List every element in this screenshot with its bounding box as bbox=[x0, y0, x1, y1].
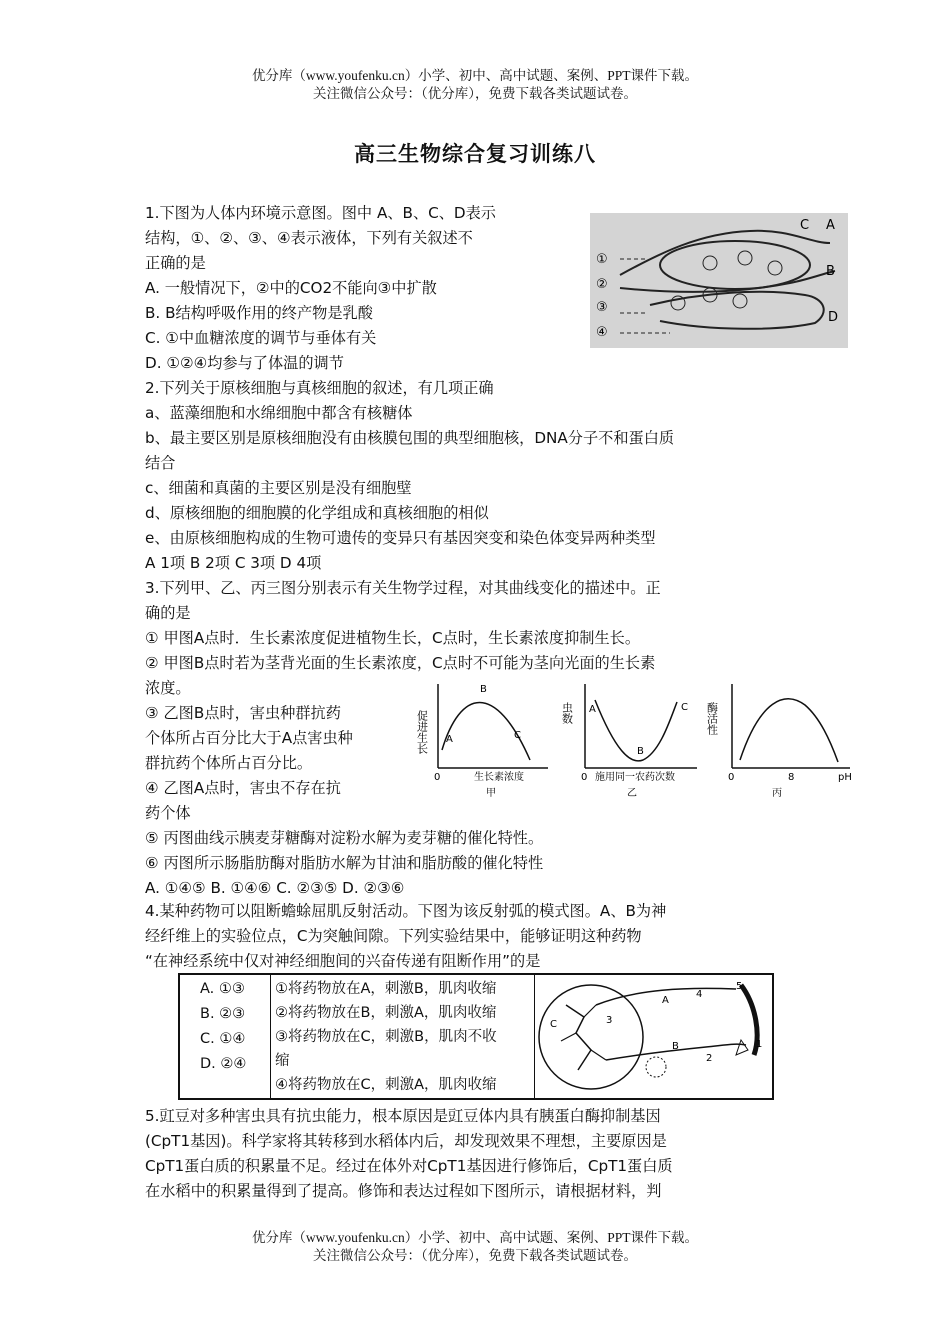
footer-line-1: 优分库（www.youfenku.cn）小学、初中、高中试题、案例、PPT课件下载。 bbox=[251, 1230, 699, 1245]
q5-line-2: (CpT1基因)。科学家将其转移到水稻体内后，却发现效果不理想，主要原因是 bbox=[145, 1132, 667, 1150]
q4-option-b: B. ②③ bbox=[200, 1006, 246, 1022]
q4-option-a: A. ①③ bbox=[200, 981, 245, 997]
jia-ylabel: 促进生长 bbox=[415, 710, 429, 754]
bing-origin: 0 bbox=[728, 772, 735, 783]
yi-caption: 乙 bbox=[627, 788, 637, 799]
q2-item-c: c、细菌和真菌的主要区别是没有细胞壁 bbox=[145, 479, 412, 497]
q3-item-4: ④ 乙图A点时，害虫不存在抗 bbox=[145, 779, 341, 797]
q4-option-d: D. ②④ bbox=[200, 1056, 247, 1072]
q5-line-3: CpT1蛋白质的积累量不足。经过在体外对CpT1基因进行修饰后，CpT1蛋白质 bbox=[145, 1157, 673, 1175]
bing-caption: 丙 bbox=[772, 788, 782, 799]
q2-options: A 1项 B 2项 C 3项 D 4项 bbox=[145, 554, 322, 572]
header-line-2: 关注微信公众号：（优分库），免费下载各类试题试卷。 bbox=[313, 86, 637, 101]
page-title: 高三生物综合复习训练八 bbox=[354, 142, 596, 166]
arc-label-4: 4 bbox=[696, 989, 703, 1000]
graph-jia bbox=[415, 680, 550, 800]
q4-statement-2: ②将药物放在B，刺激A，肌肉收缩 bbox=[275, 1005, 497, 1021]
yi-point-c: C bbox=[681, 702, 688, 713]
q3-item-1: ① 甲图A点时．生长素浓度促进植物生长，C点时，生长素浓度抑制生长。 bbox=[145, 629, 641, 647]
q5-line-4: 在水稻中的积累量得到了提高。修饰和表达过程如下图所示，请根据材料，判 bbox=[145, 1182, 662, 1200]
q4-stem-2: 经纤维上的实验位点，C为突触间隙。下列实验结果中，能够证明这种药物 bbox=[145, 927, 642, 945]
yi-point-b: B bbox=[637, 746, 644, 757]
q4-options-cell bbox=[180, 975, 271, 1098]
jia-caption: 甲 bbox=[486, 788, 496, 799]
q4-stem-1: 4.某种药物可以阻断蟾蜍屈肌反射活动。下图为该反射弧的模式图。A、B为神 bbox=[145, 902, 667, 920]
yi-origin: 0 bbox=[581, 772, 588, 783]
graph-bing bbox=[705, 680, 860, 800]
reflex-arc-figure bbox=[536, 975, 772, 1098]
q4-statement-1: ①将药物放在A，刺激B，肌肉收缩 bbox=[275, 981, 497, 997]
fig1-label-2: ② bbox=[596, 277, 608, 292]
header-line-1: 优分库（www.youfenku.cn）小学、初中、高中试题、案例、PPT课件下载。 bbox=[251, 68, 699, 83]
fig1-label-d: D bbox=[828, 310, 839, 325]
q1-option-c: C. ①中血糖浓度的调节与垂体有关 bbox=[145, 329, 377, 347]
q1-option-b: B. B结构呼吸作用的终产物是乳酸 bbox=[145, 304, 373, 322]
q4-statement-3: ③将药物放在C，刺激B，肌肉不收 bbox=[275, 1029, 497, 1045]
q3-options: A. ①④⑤ B. ①④⑥ C. ②③⑤ D. ②③⑥ bbox=[145, 879, 405, 897]
jia-point-b: B bbox=[480, 684, 487, 695]
arc-label-1: 1 bbox=[756, 1039, 763, 1050]
fig1-label-b: B bbox=[826, 264, 835, 279]
q4-option-c: C. ①④ bbox=[200, 1031, 246, 1047]
q3-item-4-cont: 药个体 bbox=[145, 804, 191, 822]
arc-label-b: B bbox=[672, 1041, 679, 1052]
fig1-label-1: ① bbox=[596, 252, 608, 267]
q3-item-2: ② 甲图B点时若为茎背光面的生长素浓度，C点时不可能为茎向光面的生长素 bbox=[145, 654, 656, 672]
internal-environment-figure bbox=[590, 213, 848, 348]
q1-stem-1: 1.下图为人体内环境示意图。图中 A、B、C、D表示 bbox=[145, 204, 496, 222]
jia-point-c: C bbox=[514, 730, 521, 741]
q4-statement-4: ④将药物放在C，刺激A，肌肉收缩 bbox=[275, 1077, 497, 1093]
q1-stem-2: 结构，①、②、③、④表示液体，下列有关叙述不 bbox=[145, 229, 473, 247]
q3-item-3: ③ 乙图B点时，害虫种群抗药 bbox=[145, 704, 341, 722]
q4-stem-3: “在神经系统中仅对神经细胞间的兴奋传递有阻断作用”的是 bbox=[145, 952, 541, 970]
fig1-label-4: ④ bbox=[596, 325, 608, 340]
fig1-label-3: ③ bbox=[596, 300, 608, 315]
yi-ylabel: 虫数 bbox=[560, 702, 574, 724]
q2-item-b: b、最主要区别是原核细胞没有由核膜包围的典型细胞核，DNA分子不和蛋白质 bbox=[145, 429, 675, 447]
q4-statements-cell bbox=[271, 975, 535, 1098]
jia-xlabel: 生长素浓度 bbox=[474, 772, 524, 783]
q5-line-1: 5.豇豆对多种害虫具有抗虫能力，根本原因是豇豆体内具有胰蛋白酶抑制基因 bbox=[145, 1107, 661, 1125]
q3-item-3-cont: 个体所占百分比大于A点害虫种 bbox=[145, 729, 353, 747]
arc-label-2: 2 bbox=[706, 1053, 713, 1064]
arc-label-5: 5 bbox=[736, 981, 743, 992]
yi-point-a: A bbox=[589, 704, 596, 715]
q2-item-e: e、由原核细胞构成的生物可遗传的变异只有基因突变和染色体变异两种类型 bbox=[145, 529, 656, 547]
bing-tick-8: 8 bbox=[788, 772, 795, 783]
q1-option-d: D. ①②④均参与了体温的调节 bbox=[145, 354, 344, 372]
q2-item-a: a、蓝藻细胞和水绵细胞中都含有核糖体 bbox=[145, 404, 413, 422]
q2-item-d: d、原核细胞的细胞膜的化学组成和真核细胞的相似 bbox=[145, 504, 489, 522]
q1-stem-3: 正确的是 bbox=[145, 254, 206, 272]
arc-label-a: A bbox=[662, 995, 669, 1006]
jia-origin: 0 bbox=[434, 772, 441, 783]
q1-option-a: A. 一般情况下，②中的CO2不能向③中扩散 bbox=[145, 279, 437, 297]
q2-item-b-cont: 结合 bbox=[145, 454, 176, 472]
q3-item-3-cont2: 群抗药个体所占百分比。 bbox=[145, 754, 313, 772]
fig1-label-c: C bbox=[800, 218, 810, 233]
arc-label-3: 3 bbox=[606, 1015, 613, 1026]
q4-table bbox=[178, 973, 774, 1100]
footer-line-2: 关注微信公众号：（优分库），免费下载各类试题试卷。 bbox=[313, 1248, 637, 1263]
bing-xlabel: pH bbox=[838, 772, 852, 783]
q4-statement-3-cont: 缩 bbox=[275, 1053, 290, 1069]
q3-item-5: ⑤ 丙图曲线示胰麦芽糖酶对淀粉水解为麦芽糖的催化特性。 bbox=[145, 829, 544, 847]
fig1-label-a: A bbox=[826, 218, 835, 233]
q3-item-2-cont: 浓度。 bbox=[145, 679, 191, 697]
graph-yi bbox=[560, 680, 705, 800]
arc-label-c: C bbox=[550, 1019, 557, 1030]
jia-point-a: A bbox=[446, 734, 453, 745]
bing-ylabel: 酶活性 bbox=[705, 702, 719, 735]
yi-xlabel: 施用同一农药次数 bbox=[595, 772, 675, 783]
q3-stem-1: 3.下列甲、乙、丙三图分别表示有关生物学过程，对其曲线变化的描述中。正 bbox=[145, 579, 661, 597]
q2-stem: 2.下列关于原核细胞与真核细胞的叙述，有几项正确 bbox=[145, 379, 494, 397]
q3-item-6: ⑥ 丙图所示肠脂肪酶对脂肪水解为甘油和脂肪酸的催化特性 bbox=[145, 854, 544, 872]
q3-stem-2: 确的是 bbox=[145, 604, 191, 622]
